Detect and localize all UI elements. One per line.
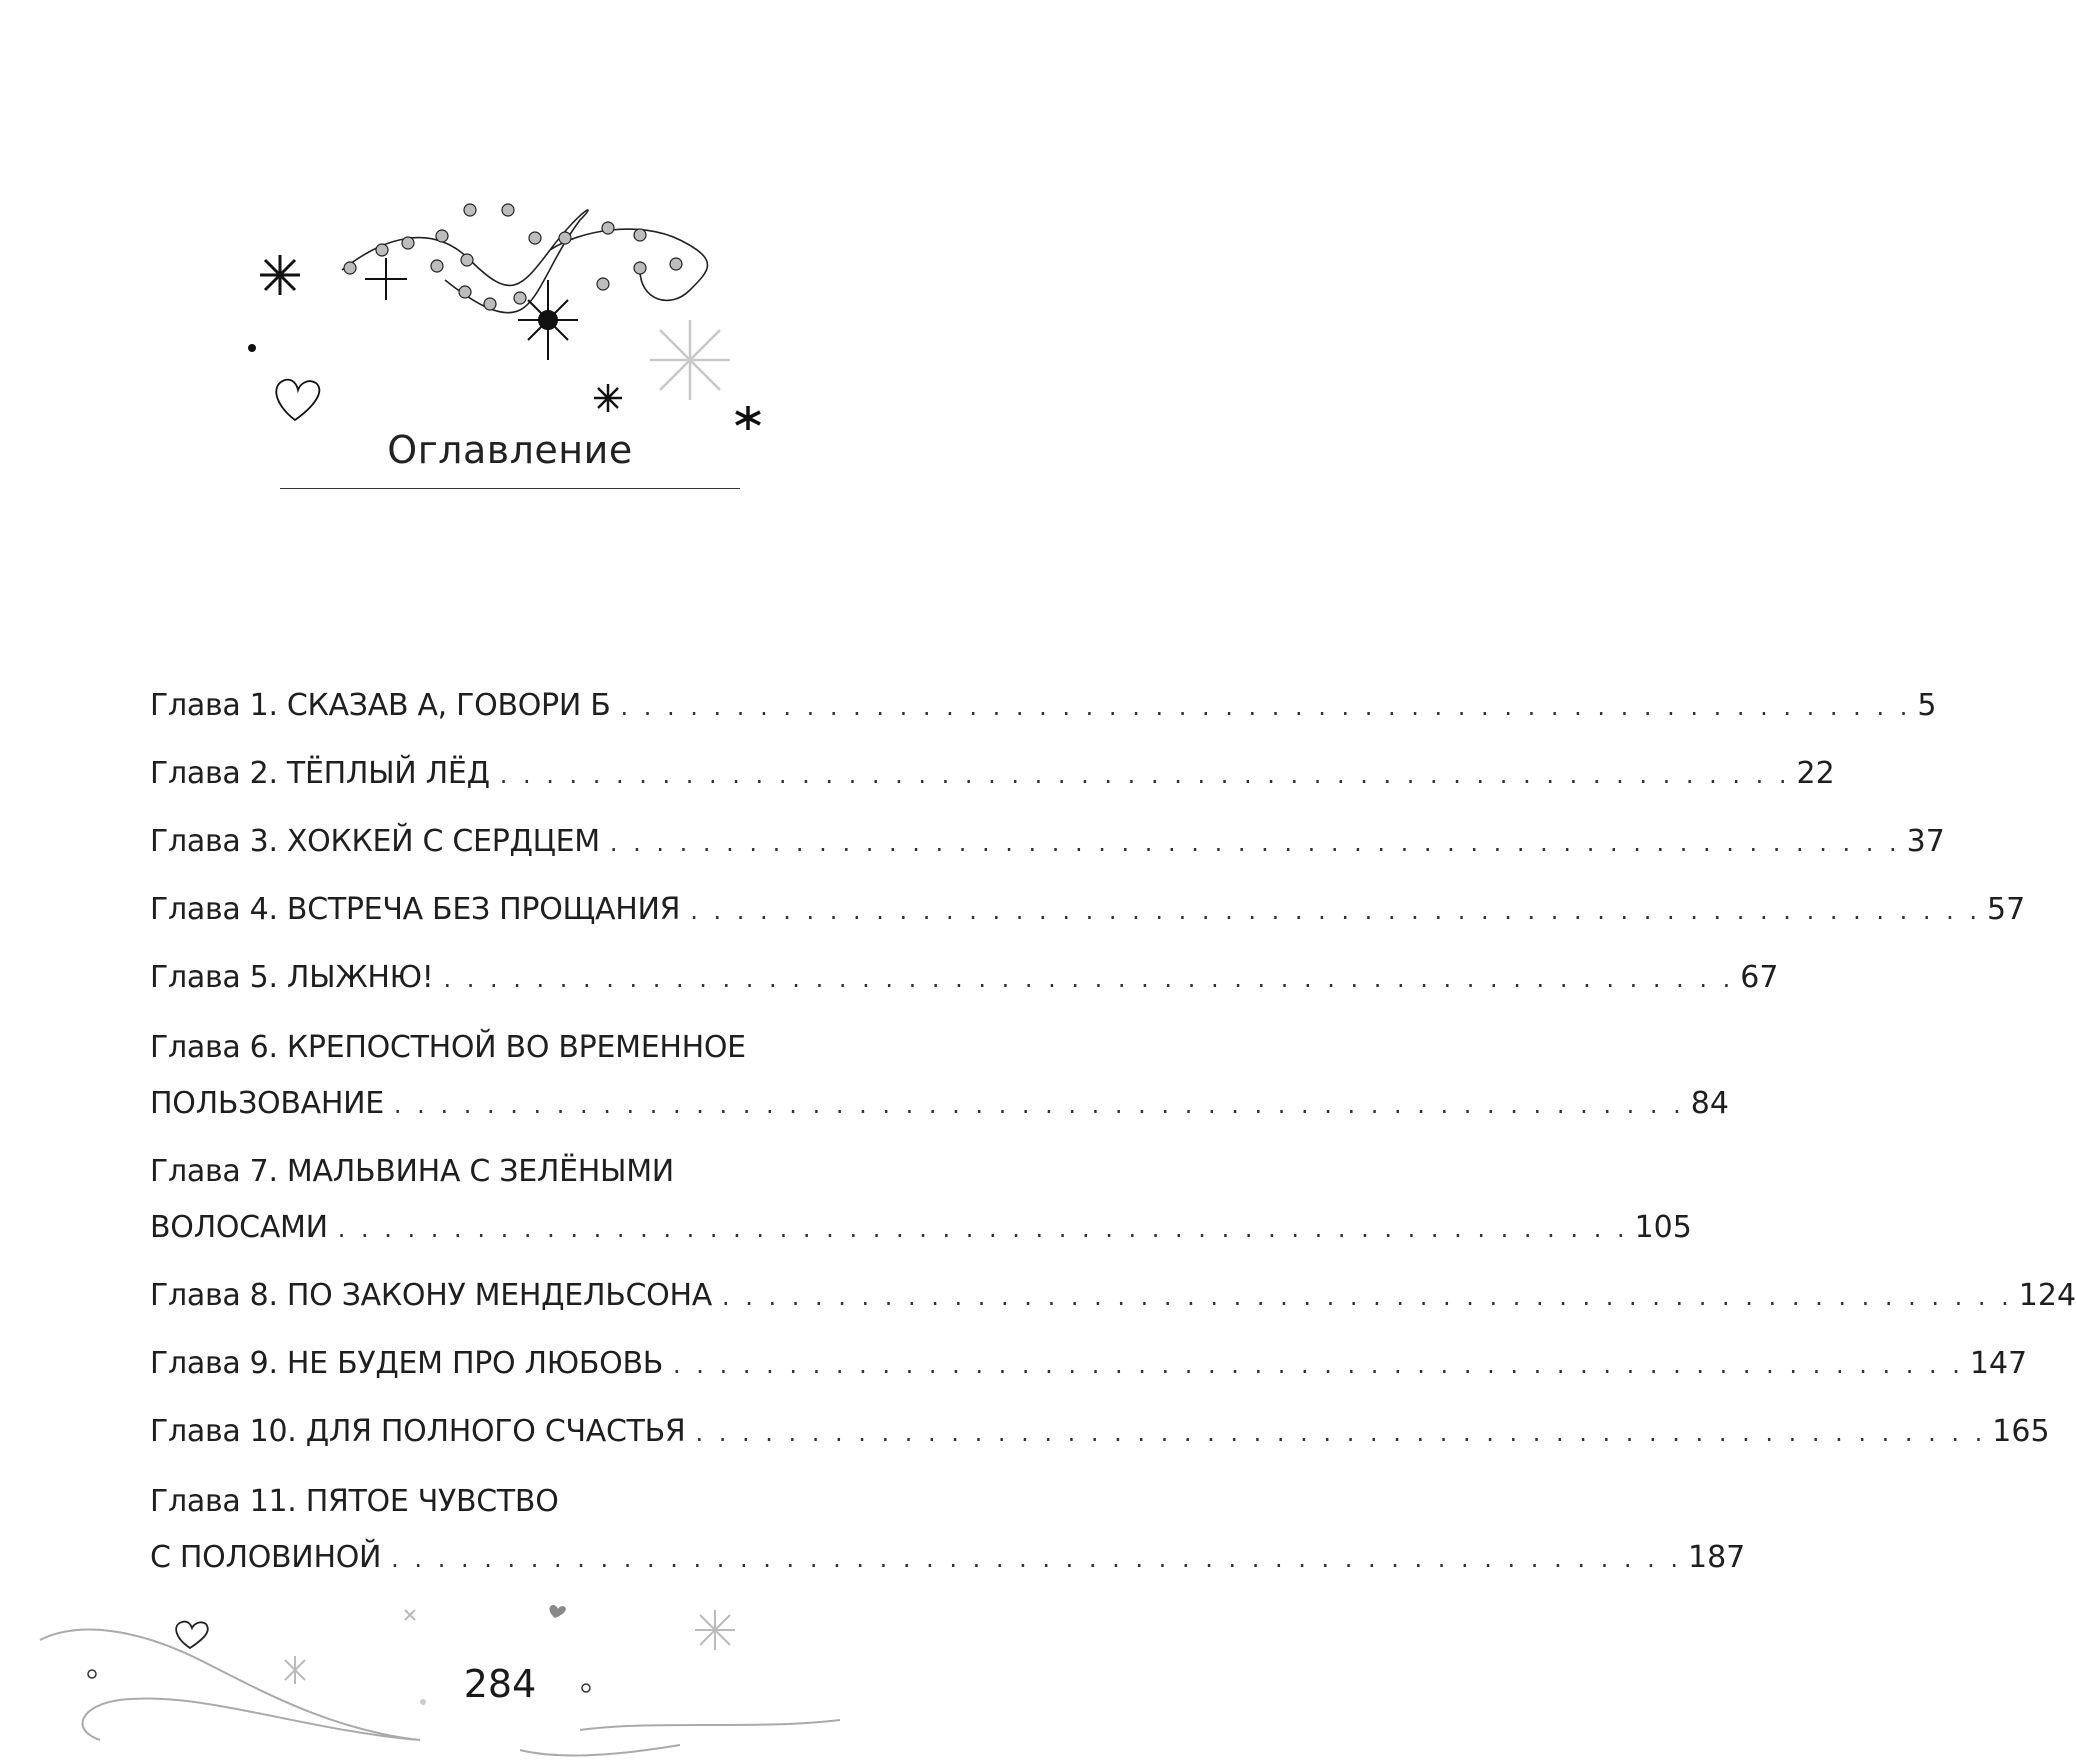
toc-line	[150, 672, 1937, 740]
toc-entry	[150, 1472, 1746, 1590]
snowflake-icon	[260, 255, 300, 295]
dot-leader: . . . . . . . . . . . . . . . . . . . . . . . . . . . . . . . . . . . . . . . . . . . . . . . . . . . . . . . .	[673, 1351, 1964, 1379]
dot-leader: . . . . . . . . . . . . . . . . . . . . . . . . . . . . . . . . . . . . . . . . . . . . . . . . . . . . . . . .	[393, 1091, 1685, 1119]
toc-line	[150, 1330, 2028, 1398]
toc-line	[150, 1018, 870, 1074]
dot-leader: . . . . . . . . . . . . . . . . . . . . . . . . . . . . . . . . . . . . . . . . . . . . . . . . . . . . . . . .	[620, 693, 1912, 721]
chapter-title: ПОЛЬЗОВАНИЕ	[150, 1086, 384, 1121]
small-snowflake-icon	[594, 384, 622, 412]
chapter-title: С ПОЛОВИНОЙ	[150, 1540, 382, 1575]
page-title: Оглавление	[387, 428, 633, 472]
chapter-title: Глава 6. КРЕПОСТНОЙ ВО ВРЕМЕННОЕ	[150, 1030, 746, 1065]
toc-entry	[150, 1262, 2076, 1330]
chapter-title: Глава 5. ЛЫЖНЮ!	[150, 960, 434, 995]
chapter-title: Глава 11. ПЯТОЕ ЧУВСТВО	[150, 1484, 559, 1519]
toc-entry	[150, 1142, 1692, 1260]
large-snowflake-icon	[650, 320, 730, 400]
heart-icon	[276, 380, 319, 420]
dot-leader: . . . . . . . . . . . . . . . . . . . . . . . . . . . . . . . . . . . . . . . . . . . . . . . . . . . . . . . .	[695, 1419, 1987, 1447]
toc-entry	[150, 672, 1937, 740]
dot-leader: . . . . . . . . . . . . . . . . . . . . . . . . . . . . . . . . . . . . . . . . . . . . . . . . . . . . . . . .	[609, 829, 1901, 857]
toc-line	[150, 1398, 2050, 1466]
toc-line	[150, 876, 2026, 944]
chapter-title: ВОЛОСАМИ	[150, 1210, 328, 1245]
toc-entry	[150, 808, 1945, 876]
toc-line	[150, 1262, 2076, 1330]
toc-entry	[150, 944, 1779, 1012]
toc-line	[150, 1198, 1692, 1260]
dot-leader: . . . . . . . . . . . . . . . . . . . . . . . . . . . . . . . . . . . . . . . . . . . . . . . . . . . . . . . .	[721, 1283, 2013, 1311]
chapter-page-number: 5	[1917, 688, 1937, 723]
toc-entry	[150, 740, 1835, 808]
toc-line	[150, 740, 1835, 808]
dot-leader: . . . . . . . . . . . . . . . . . . . . . . . . . . . . . . . . . . . . . . . . . . . . . . . . . . . . . . . .	[391, 1545, 1682, 1573]
chapter-title: Глава 2. ТЁПЛЫЙ ЛЁД	[150, 756, 490, 791]
chapter-page-number: 187	[1687, 1540, 1746, 1575]
dot-leader: . . . . . . . . . . . . . . . . . . . . . . . . . . . . . . . . . . . . . . . . . . . . . . . . . . . . . . . .	[690, 897, 1981, 925]
header-garland-decoration	[220, 180, 780, 420]
toc-entry	[150, 1018, 1729, 1136]
chapter-title: Глава 7. МАЛЬВИНА С ЗЕЛЁНЫМИ	[150, 1154, 674, 1189]
sparkle-icon	[365, 258, 407, 300]
bulb-icons	[344, 204, 682, 310]
toc-line	[150, 1472, 870, 1528]
chapter-page-number: 57	[1987, 892, 2026, 927]
small-heart-icon	[549, 1605, 565, 1618]
star-burst-icon	[518, 280, 578, 360]
chapter-page-number: 37	[1906, 824, 1945, 859]
chapter-title: Глава 9. НЕ БУДЕМ ПРО ЛЮБОВЬ	[150, 1346, 664, 1381]
toc-entry	[150, 1398, 2050, 1466]
dot-icon	[248, 344, 256, 352]
dot-leader: . . . . . . . . . . . . . . . . . . . . . . . . . . . . . . . . . . . . . . . . . . . . . . . . . . . . . . . .	[337, 1215, 1629, 1243]
dot-leader: . . . . . . . . . . . . . . . . . . . . . . . . . . . . . . . . . . . . . . . . . . . . . . . . . . . . . . . .	[443, 965, 1735, 993]
heart-icon	[176, 1622, 208, 1648]
asterisk-icon	[736, 406, 760, 430]
chapter-page-number: 22	[1796, 756, 1835, 791]
toc-line	[150, 944, 1779, 1012]
chapter-page-number: 165	[1992, 1414, 2050, 1449]
chapter-title: Глава 10. ДЛЯ ПОЛНОГО СЧАСТЬЯ	[150, 1414, 686, 1449]
chapter-page-number: 67	[1740, 960, 1779, 995]
chapter-page-number: 105	[1634, 1210, 1692, 1245]
chapter-page-number: 147	[1969, 1346, 2028, 1381]
chapter-page-number: 124	[2018, 1278, 2076, 1313]
table-of-contents	[150, 672, 2076, 1592]
chapter-title: Глава 8. ПО ЗАКОНУ МЕНДЕЛЬСОНА	[150, 1278, 712, 1313]
chapter-title: Глава 3. ХОККЕЙ С СЕРДЦЕМ	[150, 824, 600, 859]
dot-leader: . . . . . . . . . . . . . . . . . . . . . . . . . . . . . . . . . . . . . . . . . . . . . . . . . . . . . . . .	[499, 761, 1791, 789]
title-underline	[280, 488, 740, 489]
toc-entry	[150, 876, 2026, 944]
toc-line	[150, 808, 1945, 876]
toc-entry	[150, 1330, 2028, 1398]
page-number: 284	[463, 1662, 537, 1706]
chapter-page-number: 84	[1690, 1086, 1729, 1121]
chapter-title: Глава 1. СКАЗАВ А, ГОВОРИ Б	[150, 688, 611, 723]
chapter-title: Глава 4. ВСТРЕЧА БЕЗ ПРОЩАНИЯ	[150, 892, 681, 927]
toc-line	[150, 1142, 870, 1198]
toc-line	[150, 1074, 1729, 1136]
